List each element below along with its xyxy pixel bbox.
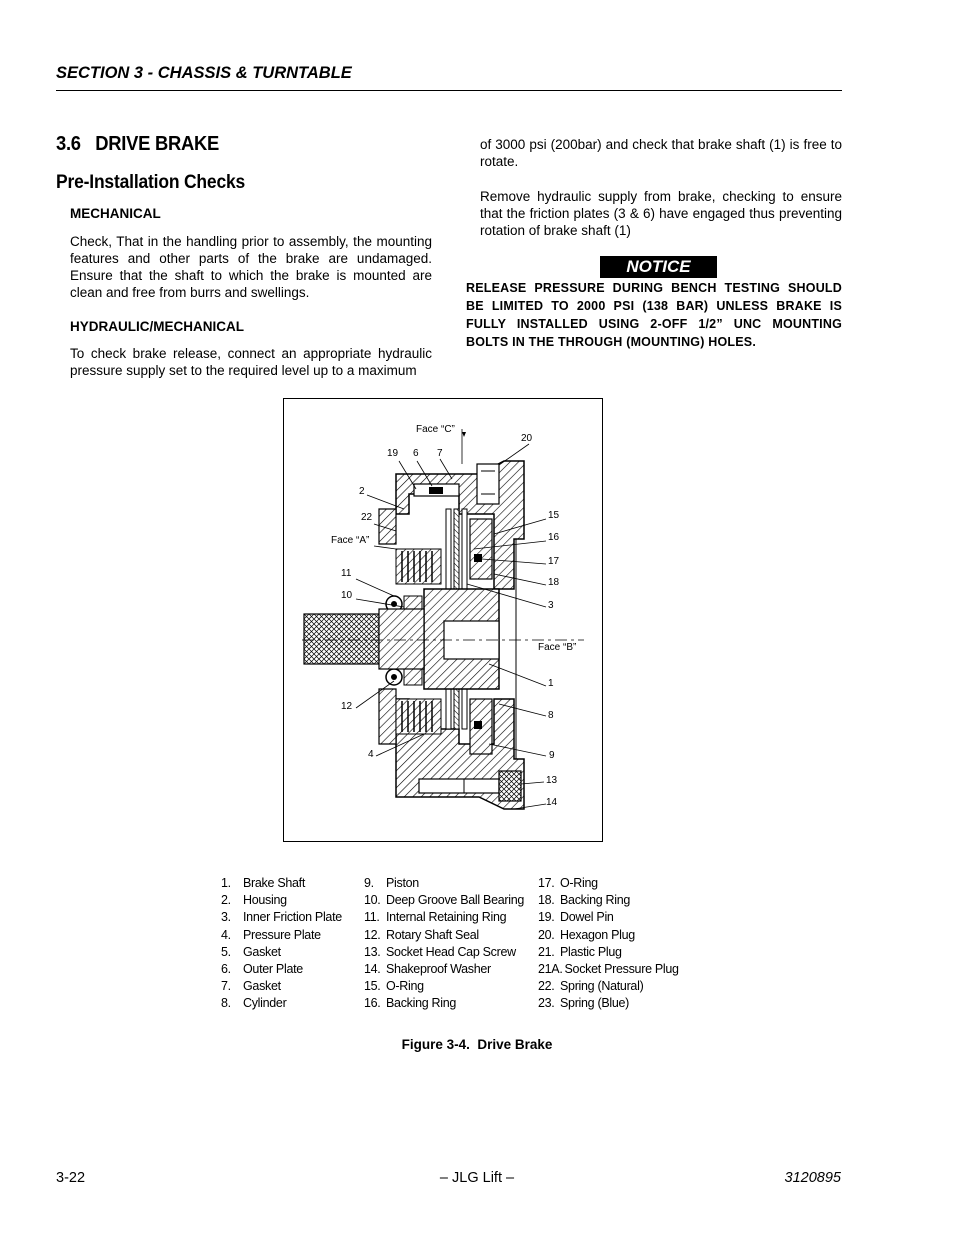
header-divider [56,90,842,91]
callout-20: 20 [521,433,533,444]
callout-7: 7 [437,448,443,459]
hydraulic-paragraph-right-2: Remove hydraulic supply from brake, checking to ensure that the friction plates (3 & 6) have engaged thus preventing rotation of brake shaft (1) [480,189,842,238]
face-a-label: Face “A” [331,535,370,546]
legend-item: 4. Pressure Plate [221,927,321,942]
legend-item: 19. Dowel Pin [538,910,614,925]
section-title: 3.6 DRIVE BRAKE [56,133,219,155]
callout-14: 14 [546,797,558,808]
notice-text: RELEASE PRESSURE DURING BENCH TESTING SHOULD BE LIMITED TO 2000 PSI (138 BAR) UNLESS BRAKE IS FULLY INSTALLED USING 2-OFF 1/2” UNC MOUNTING BOLTS IN THE THROUGH (MOUNTING) HOLES. [466,281,842,349]
legend-item: 11. Internal Retaining Ring [364,910,507,925]
callout-10: 10 [341,590,353,601]
callout-18: 18 [548,577,560,588]
face-b-label: Face “B” [538,642,577,653]
callout-17: 17 [548,556,560,567]
legend-item: 9. Piston [364,876,419,890]
legend-column-2 [364,875,524,1013]
hydraulic-heading: HYDRAULIC/MECHANICAL [70,319,244,334]
legend-item: 6. Outer Plate [221,962,303,977]
legend-column-3 [538,875,679,1013]
hydraulic-paragraph-left: To check brake release, connect an appropriate hydraulic pressure supply set to the required level up to a maximum [70,346,432,378]
legend-item: 16. Backing Ring [364,996,457,1011]
footer-center: – JLG Lift – [439,1170,515,1186]
document-number: 3120895 [784,1170,841,1186]
legend-item: 3. Inner Friction Plate [221,910,342,925]
legend-item: 2. Housing [221,893,287,908]
callout-16: 16 [548,532,560,543]
page-number: 3-22 [56,1170,86,1186]
legend-item: 12. Rotary Shaft Seal [364,927,479,942]
legend-column-1 [221,875,342,1013]
callout-1: 1 [548,678,554,689]
callout-6: 6 [413,448,419,459]
legend-item: 17. O-Ring [538,876,598,890]
callout-13: 13 [546,775,558,786]
drive-brake-figure [283,398,603,842]
legend-item: 21A. Socket Pressure Plug [538,962,679,977]
callout-15: 15 [548,510,560,521]
figure-caption: Figure 3-4. Drive Brake [401,1037,553,1052]
legend-item: 23. Spring (Blue) [538,996,630,1011]
callout-22: 22 [361,512,373,523]
legend-item: 22. Spring (Natural) [538,979,644,994]
legend-item: 18. Backing Ring [538,893,631,908]
mechanical-heading: MECHANICAL [70,206,161,221]
legend-item: 20. Hexagon Plug [538,927,635,942]
legend-item: 8. Cylinder [221,996,287,1011]
legend-item: 13. Socket Head Cap Screw [364,944,516,959]
callout-9: 9 [549,750,555,761]
section-header: SECTION 3 - CHASSIS & TURNTABLE [56,64,352,82]
callout-12: 12 [341,701,353,712]
legend-item: 1. Brake Shaft [221,876,306,890]
notice-badge: NOTICE [600,256,717,278]
legend-item: 21. Plastic Plug [538,944,622,959]
subsection-title: Pre-Installation Checks [56,172,246,193]
legend-item: 15. O-Ring [364,979,424,994]
legend-item: 14. Shakeproof Washer [364,962,491,977]
callout-19: 19 [387,448,399,459]
callout-3: 3 [548,600,554,611]
legend-item: 10. Deep Groove Ball Bearing [364,893,525,908]
legend-item: 5. Gasket [221,944,281,959]
callout-4: 4 [368,749,374,760]
hydraulic-paragraph-right-1: of 3000 psi (200bar) and check that brake shaft (1) is free to rotate. [480,137,842,169]
legend-item: 7. Gasket [221,979,281,994]
callout-11: 11 [341,568,352,579]
mechanical-paragraph: Check, That in the handling prior to assembly, the mounting features and other parts of the brake are undamaged. Ensure that the shaft to which the brake is mounted are clean and free from burrs and swellings. [70,234,432,300]
callout-2: 2 [359,486,365,497]
callout-8: 8 [548,710,554,721]
face-c-label: Face “C” [416,424,455,435]
